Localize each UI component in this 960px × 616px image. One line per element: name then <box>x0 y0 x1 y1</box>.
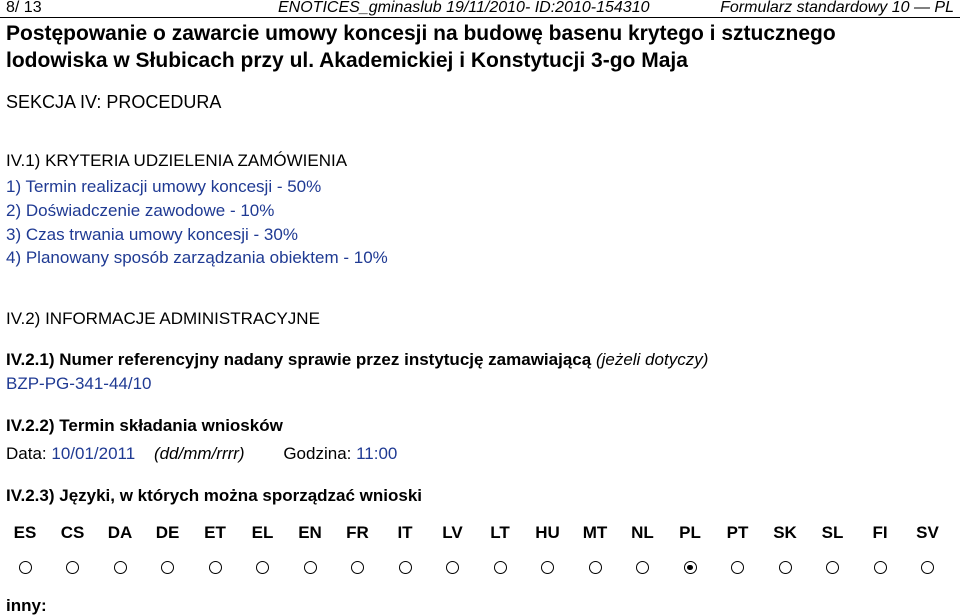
language-radio-lt[interactable] <box>494 561 507 574</box>
document-title <box>6 20 956 74</box>
criteria-item: 1) Termin realizacji umowy koncesji - 50% <box>6 177 322 196</box>
title-line-2: lodowiska w Słubicach przy ul. Akademickiej i Konstytucji 3-go Maja <box>6 49 688 72</box>
language-code-el: EL <box>251 523 274 542</box>
criteria-heading: IV.1) KRYTERIA UDZIELENIA ZAMÓWIENIA <box>6 151 348 170</box>
language-radio-es[interactable] <box>19 561 32 574</box>
language-code-da: DA <box>107 523 133 542</box>
criteria-item: 3) Czas trwania umowy koncesji - 30% <box>6 225 298 244</box>
language-code-de: DE <box>155 523 180 542</box>
language-code-fi: FI <box>872 523 888 542</box>
deadline-row <box>6 444 397 464</box>
language-code-en: EN <box>298 523 322 542</box>
language-code-cs: CS <box>60 523 85 542</box>
language-radio-hu[interactable] <box>541 561 554 574</box>
page-number: 8/ 13 <box>6 0 42 16</box>
language-code-fr: FR <box>346 523 369 542</box>
reference-note: (jeżeli dotyczy) <box>595 350 709 369</box>
language-radio-lv[interactable] <box>446 561 459 574</box>
language-radio-et[interactable] <box>209 561 222 574</box>
admin-heading: IV.2) INFORMACJE ADMINISTRACYJNE <box>6 309 320 328</box>
language-code-et: ET <box>204 523 226 542</box>
date-format: (dd/mm/rrrr) <box>153 444 245 463</box>
language-code-es: ES <box>13 523 37 542</box>
language-code-pl: PL <box>679 523 701 542</box>
language-code-lv: LV <box>442 523 463 542</box>
language-code-pt: PT <box>726 523 749 542</box>
form-name: Formularz standardowy 10 — PL <box>720 0 954 16</box>
language-radio-pt[interactable] <box>731 561 744 574</box>
language-radio-da[interactable] <box>114 561 127 574</box>
languages-heading: IV.2.3) Języki, w których można sporządzać wnioski <box>6 486 423 505</box>
language-code-nl: NL <box>631 523 654 542</box>
language-radio-pl[interactable] <box>684 561 697 574</box>
language-codes <box>0 523 960 547</box>
date-label: Data: <box>6 444 47 463</box>
title-line-1: Postępowanie o zawarcie umowy koncesji na budowę basenu krytego i sztucznego <box>6 22 836 45</box>
criteria-item: 4) Planowany sposób zarządzania obiektem - 10% <box>6 248 388 267</box>
language-radio-fr[interactable] <box>351 561 364 574</box>
time-label: Godzina: <box>283 444 352 463</box>
language-code-sl: SL <box>821 523 844 542</box>
language-radio-en[interactable] <box>304 561 317 574</box>
language-radio-sv[interactable] <box>921 561 934 574</box>
language-radios[interactable] <box>0 558 960 578</box>
language-radio-mt[interactable] <box>589 561 602 574</box>
header-divider <box>0 17 960 18</box>
section-title: SEKCJA IV: PROCEDURA <box>6 92 222 112</box>
language-code-lt: LT <box>490 523 510 542</box>
language-code-sk: SK <box>773 523 797 542</box>
notice-id: ENOTICES_gminaslub 19/11/2010- ID:2010-154310 <box>278 0 650 16</box>
language-radio-nl[interactable] <box>636 561 649 574</box>
reference-row <box>6 350 708 370</box>
time-value: 11:00 <box>356 444 398 463</box>
page-header <box>6 0 958 18</box>
language-radio-sk[interactable] <box>779 561 792 574</box>
language-code-it: IT <box>397 523 413 542</box>
language-code-mt: MT <box>582 523 608 542</box>
language-radio-sl[interactable] <box>826 561 839 574</box>
criteria-item: 2) Doświadczenie zawodowe - 10% <box>6 201 275 220</box>
language-radio-fi[interactable] <box>874 561 887 574</box>
language-code-hu: HU <box>535 523 560 542</box>
date-value: 10/01/2011 <box>51 444 136 463</box>
language-radio-cs[interactable] <box>66 561 79 574</box>
reference-value: BZP-PG-341-44/10 <box>6 374 152 393</box>
language-radio-de[interactable] <box>161 561 174 574</box>
language-code-sv: SV <box>916 523 939 542</box>
deadline-heading: IV.2.2) Termin składania wniosków <box>6 416 283 435</box>
language-radio-el[interactable] <box>256 561 269 574</box>
reference-label: IV.2.1) Numer referencyjny nadany sprawie przez instytucję zamawiającą <box>6 350 592 369</box>
other-language-label: inny: <box>6 596 47 615</box>
language-radio-it[interactable] <box>399 561 412 574</box>
